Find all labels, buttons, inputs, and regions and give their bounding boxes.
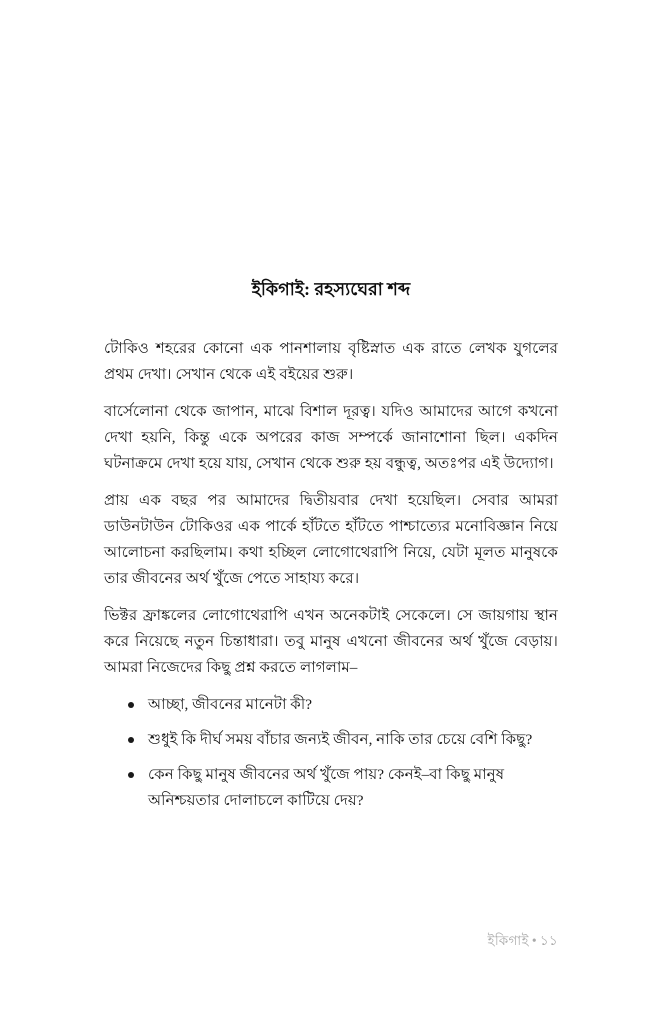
chapter-title: ইকিগাই: রহস্যঘেরা শব্দ — [251, 279, 411, 299]
body-paragraph-2: বার্সেলোনা থেকে জাপান, মাঝে বিশাল দূরত্ব। যদিও আমাদের আগে কখনো দেখা হয়নি, কিন্তু একে অপরের কাজ সম্পর্কে জানাশোনা ছিল। একদিন ঘটনাক্রমে দেখা হয়ে যায়, সেখান থেকে শুরু হয় বন্ধুত্ব, অতঃপর এই উদ্যোগ। — [104, 402, 558, 472]
page-number: ১১ — [539, 933, 558, 948]
body-paragraph-3: প্রায় এক বছর পর আমাদের দ্বিতীয়বার দেখা হয়েছিল। সেবার আমরা ডাউনটাউন টোকিওর এক পার্কে হাঁটতে হাঁটতে পাশ্চাত্যের মনোবিজ্ঞান নিয়ে আলোচনা করছিলাম। কথা হচ্ছিল লোগোথেরাপি নিয়ে, যেটা মূলত মানুষকে তার জীবনের অর্থ খুঁজে পেতে সাহায্য করে। — [104, 491, 558, 587]
list-item — [104, 727, 558, 753]
bullet-dot-icon — [128, 772, 134, 778]
list-item — [104, 762, 558, 814]
list-item-text: শুধুই কি দীর্ঘ সময় বাঁচার জন্যই জীবন, নাকি তার চেয়ে বেশি কিছু? — [148, 730, 533, 748]
question-list — [104, 692, 558, 814]
page-footer — [104, 931, 558, 951]
list-item — [104, 692, 558, 718]
list-item-text: কেন কিছু মানুষ জীবনের অর্থ খুঁজে পায়? কেনই–বা কিছু মানুষ অনিশ্চয়তার দোলাচলে কাটিয়ে দেয়? — [148, 765, 505, 809]
footer-book-title: ইকিগাই — [487, 933, 529, 948]
body-paragraph-4: ভিক্টর ফ্রাঙ্কলের লোগোথেরাপি এখন অনেকটাই সেকেলে। সে জায়গায় স্থান করে নিয়েছে নতুন চিন্তাধারা। তবু মানুষ এখনো জীবনের অর্থ খুঁজে বেড়ায়। আমরা নিজেদের কিছু প্রশ্ন করতে লাগলাম– — [104, 606, 558, 676]
list-item-text: আচ্ছা, জীবনের মানেটা কী? — [148, 695, 312, 713]
footer-separator-icon: • — [531, 933, 537, 948]
bullet-dot-icon — [128, 702, 134, 708]
bullet-dot-icon — [128, 737, 134, 743]
page-content — [104, 278, 558, 814]
body-paragraph-1: টোকিও শহরের কোনো এক পানশালায় বৃষ্টিস্নাত এক রাতে লেখক যুগলের প্রথম দেখা। সেখান থেকে এই বইয়ের শুরু। — [104, 339, 558, 383]
